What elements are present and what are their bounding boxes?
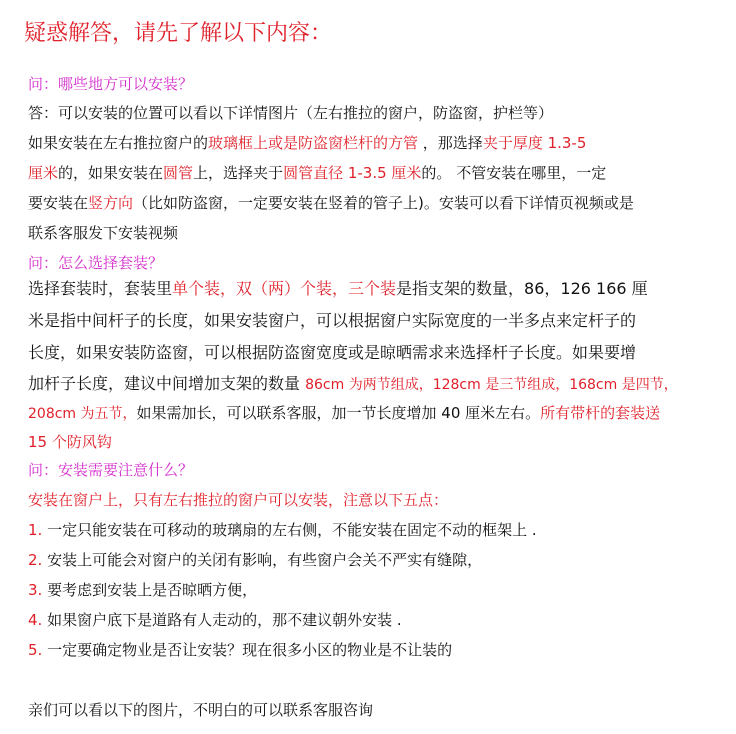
list-item	[28, 553, 482, 568]
q2-line-1	[28, 281, 648, 297]
list-number: 2.	[28, 551, 48, 569]
list-text: 要考虑到安装上是否晾晒方便，	[47, 581, 258, 599]
text-segment: 是指支架的数量，86，126 166 厘	[396, 279, 648, 298]
q2-line-5	[28, 405, 660, 421]
highlight-text: 厘米	[28, 164, 59, 182]
question-1: 问：哪些地方可以安装？	[28, 75, 194, 93]
footer-note: 亲们可以看以下的图片，不明白的可以联系客服咨询	[28, 701, 374, 719]
q1-line-1	[28, 136, 586, 151]
q1-line-3	[28, 196, 634, 211]
text-segment: 选择套装时，套装里	[28, 279, 173, 298]
q3-heading: 安装在窗户上，只有左右推拉的窗户可以安装，注意以下五点：	[28, 491, 449, 509]
text-segment: 如果安装在左右推拉窗户的	[28, 134, 209, 152]
list-text: 如果窗户底下是道路有人走动的，那不建议朝外安装 .	[47, 611, 402, 629]
question-3: 问：安装需要注意什么？	[28, 461, 194, 479]
list-text: 一定要确定物业是否让安装？现在很多小区的物业是不让装的	[47, 641, 453, 659]
q2-line-4	[28, 376, 678, 392]
question-2: 问：怎么选择套装？	[28, 254, 164, 272]
text-segment: 的。 不管安装在哪里，一定	[421, 164, 607, 182]
text-segment: 如果需加长，可以联系客服，加一节长度增加 40 厘米左右。	[136, 404, 541, 422]
highlight-text: 竖方向	[88, 194, 134, 212]
text-segment: （比如防盗窗，一定要安装在竖着的管子上)。安装可以看下详情页视频或是	[133, 194, 634, 212]
list-number: 3.	[28, 581, 48, 599]
list-item	[28, 583, 257, 598]
list-item	[28, 643, 452, 658]
highlight-text: 玻璃框上或是防盗窗栏杆的方管	[208, 134, 419, 152]
list-text: 一定只能安装在可移动的玻璃扇的左右侧，不能安装在固定不动的框架上 .	[47, 521, 537, 539]
highlight-text: 208cm 为五节，	[28, 406, 137, 422]
highlight-text: 所有带杆的套装送	[540, 404, 661, 422]
highlight-text: 圆管	[163, 164, 194, 182]
text-segment: 上，选择夹于	[193, 164, 284, 182]
text-segment: 要安装在	[28, 194, 89, 212]
text-segment: ，那选择	[418, 134, 483, 152]
page-title: 疑惑解答，请先了解以下内容：	[24, 21, 333, 46]
q2-line-6: 15 个防风钩	[28, 433, 112, 451]
highlight-text: 86cm 为两节组成，128cm 是三节组成，168cm 是四节，	[305, 377, 678, 393]
highlight-text: 单个装，双（两）个装，三个装	[172, 279, 397, 298]
q1-line-4: 联系客服发下安装视频	[28, 224, 179, 242]
list-text: 安装上可能会对窗户的关闭有影响，有些窗户会关不严实有缝隙，	[47, 551, 483, 569]
highlight-text: 圆管直径 1-3.5 厘米	[283, 164, 422, 182]
text-segment: 的，如果安装在	[58, 164, 164, 182]
q2-line-3: 长度，如果安装防盗窗，可以根据防盗窗宽度或是晾晒需求来选择杆子长度。如果要增	[28, 343, 637, 362]
answer-1: 答：可以安装的位置可以看以下详情图片（左右推拉的窗户，防盗窗，护栏等）	[28, 104, 554, 122]
list-number: 5.	[28, 641, 48, 659]
list-item	[28, 523, 537, 538]
q2-line-2: 米是指中间杆子的长度，如果安装窗户，可以根据窗户实际宽度的一半多点来定杆子的	[28, 311, 637, 330]
list-item	[28, 613, 402, 628]
text-segment: 加杆子长度，建议中间增加支架的数量	[28, 374, 306, 393]
list-number: 4.	[28, 611, 48, 629]
list-number: 1.	[28, 521, 48, 539]
q1-line-2	[28, 166, 606, 181]
highlight-text: 夹于厚度 1.3-5	[482, 134, 587, 152]
